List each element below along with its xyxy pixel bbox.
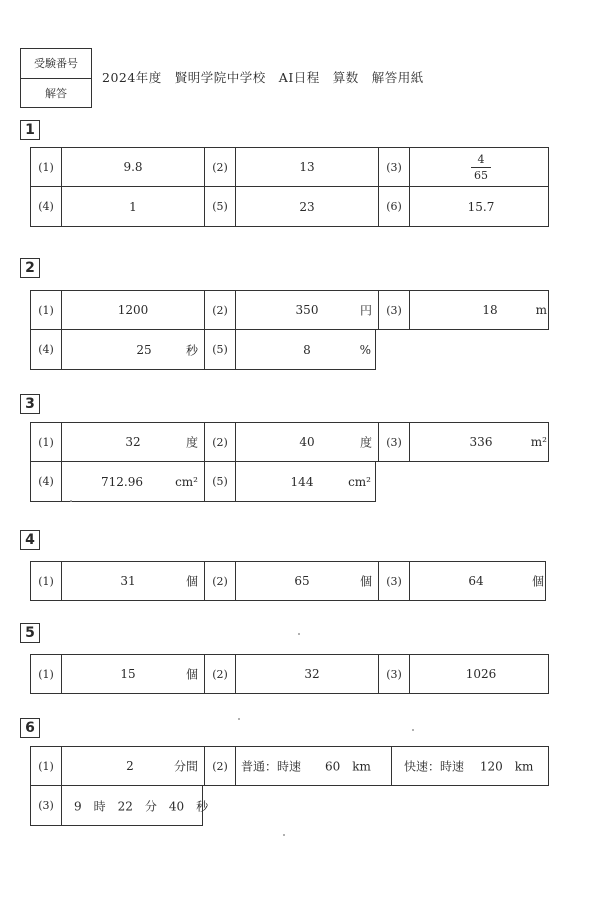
q4-2-unit: 個 <box>359 574 372 589</box>
q2-2-answer <box>236 291 378 329</box>
q1-2-answer <box>236 148 378 186</box>
q5-2-value: 32 <box>304 667 320 681</box>
section-1-number: 1 <box>20 120 40 140</box>
q4-2-label: (2) <box>204 562 236 600</box>
q3-3-label: (3) <box>378 423 410 461</box>
q1-3-answer <box>410 148 553 186</box>
q4-1-unit: 個 <box>185 574 198 589</box>
q5-1-answer <box>62 655 204 693</box>
q5-1-unit: 個 <box>185 667 198 682</box>
q3-1-label: (1) <box>31 423 62 461</box>
q5-3-answer <box>410 655 553 693</box>
q6-2-normal-speed-text: 普通：時速 60 km <box>241 759 371 774</box>
q1-6-value: 15.7 <box>467 199 495 214</box>
section-4-row-1 <box>30 561 546 601</box>
q2-2-value: 350 <box>295 303 319 317</box>
q3-3-value: 336 <box>469 435 493 449</box>
q6-2-label: (2) <box>204 747 236 785</box>
q2-4-label: (4) <box>31 330 62 369</box>
q2-3-answer <box>410 291 553 329</box>
q3-5-answer <box>236 462 377 501</box>
q5-3-label: (3) <box>378 655 410 693</box>
q3-4-value: 712.96 <box>101 474 143 489</box>
q4-2-value: 65 <box>294 574 310 588</box>
section-1-row-1 <box>30 147 549 187</box>
q3-4-label: (4) <box>31 462 62 501</box>
q1-5-label: (5) <box>204 187 236 226</box>
section-2-row-1 <box>30 290 549 330</box>
q2-2-unit: 円 <box>359 303 372 318</box>
q3-5-unit: cm² <box>348 474 371 489</box>
q4-2-answer <box>236 562 378 600</box>
q2-2-label: (2) <box>204 291 236 329</box>
fraction-bar <box>471 167 491 168</box>
answer-label: 解答 <box>45 87 67 100</box>
q4-3-answer <box>410 562 550 600</box>
q6-2-express-speed <box>392 747 551 785</box>
q1-2-value: 13 <box>299 160 315 174</box>
q1-1-label: (1) <box>31 148 62 186</box>
section-5-number: 5 <box>20 623 40 643</box>
q5-2-answer <box>236 655 378 693</box>
exam-number-box <box>20 48 92 108</box>
q2-5-value: 8 <box>303 342 311 357</box>
q1-6-label: (6) <box>378 187 410 226</box>
section-6-number: 6 <box>20 718 40 738</box>
q3-4-unit: cm² <box>175 474 198 489</box>
scan-speck <box>238 718 240 720</box>
q5-2-label: (2) <box>204 655 236 693</box>
q3-1-unit: 度 <box>185 435 198 450</box>
q4-1-value: 31 <box>120 574 136 588</box>
section-3-row-1 <box>30 422 549 462</box>
q1-3-label: (3) <box>378 148 410 186</box>
q1-1-value: 9.8 <box>123 160 143 174</box>
q2-5-unit: % <box>359 342 371 357</box>
q3-2-unit: 度 <box>359 435 372 450</box>
q1-3-numerator: 4 <box>477 153 485 166</box>
q1-4-answer <box>62 187 204 226</box>
q6-1-unit: 分間 <box>173 759 198 774</box>
q4-1-answer <box>62 562 204 600</box>
q6-1-value: 2 <box>126 759 134 773</box>
q3-3-answer <box>410 423 553 461</box>
section-6-row-2 <box>30 786 209 826</box>
q6-3-label: (3) <box>31 786 62 825</box>
q2-1-label: (1) <box>31 291 62 329</box>
section-2-row-2 <box>30 330 376 370</box>
scan-speck <box>298 633 300 635</box>
section-1-row-2 <box>30 187 549 227</box>
q4-1-label: (1) <box>31 562 62 600</box>
q2-4-unit: 秒 <box>185 343 198 357</box>
section-4-number: 4 <box>20 530 40 550</box>
q1-1-answer <box>62 148 204 186</box>
q2-3-value: 18 <box>482 303 498 317</box>
q3-1-value: 32 <box>125 435 141 449</box>
section-3-number: 3 <box>20 394 40 414</box>
q3-2-value: 40 <box>299 435 315 449</box>
q1-3-denominator: 65 <box>474 169 488 182</box>
section-5-row-1 <box>30 654 549 694</box>
q3-5-value: 144 <box>290 474 314 489</box>
q6-3-answer <box>62 786 209 825</box>
q3-4-answer <box>62 462 204 501</box>
q3-1-answer <box>62 423 204 461</box>
q4-3-unit: 個 <box>531 574 544 589</box>
exam-number-label: 受験番号 <box>21 49 91 79</box>
q6-2-normal-speed <box>236 747 392 785</box>
q1-5-value: 23 <box>299 199 315 214</box>
q3-2-answer <box>236 423 378 461</box>
q2-5-answer <box>236 330 377 369</box>
q2-3-unit: m <box>535 303 547 317</box>
q3-5-label: (5) <box>204 462 236 501</box>
q2-3-label: (3) <box>378 291 410 329</box>
section-2-number: 2 <box>20 258 40 278</box>
section-6-row-1 <box>30 746 549 786</box>
q1-4-value: 1 <box>129 199 137 214</box>
q2-1-answer <box>62 291 204 329</box>
q2-1-value: 1200 <box>117 303 149 317</box>
q3-2-label: (2) <box>204 423 236 461</box>
q1-2-label: (2) <box>204 148 236 186</box>
q4-3-label: (3) <box>378 562 410 600</box>
scan-speck <box>70 500 72 502</box>
scan-speck <box>412 729 414 731</box>
q1-5-answer <box>236 187 378 226</box>
q2-4-answer <box>62 330 204 369</box>
q6-3-value: 9 時 22 分 40 秒 <box>74 799 209 813</box>
q1-4-label: (4) <box>31 187 62 226</box>
q4-3-value: 64 <box>468 574 484 588</box>
q3-3-unit: m² <box>530 435 547 449</box>
q5-1-label: (1) <box>31 655 62 693</box>
q1-6-answer <box>410 187 553 226</box>
q1-3-fraction <box>471 152 491 182</box>
q6-1-label: (1) <box>31 747 62 785</box>
q5-1-value: 15 <box>120 667 136 681</box>
q6-2-express-speed-text: 快速：時速 120 km <box>404 759 534 774</box>
page-title: 2024年度 賢明学院中学校 AⅠ日程 算数 解答用紙 <box>102 70 424 85</box>
section-3-row-2 <box>30 462 376 502</box>
q5-3-value: 1026 <box>465 667 497 681</box>
q2-4-value: 25 <box>136 342 152 357</box>
scan-speck <box>283 834 285 836</box>
q6-1-answer <box>62 747 204 785</box>
q2-5-label: (5) <box>204 330 236 369</box>
